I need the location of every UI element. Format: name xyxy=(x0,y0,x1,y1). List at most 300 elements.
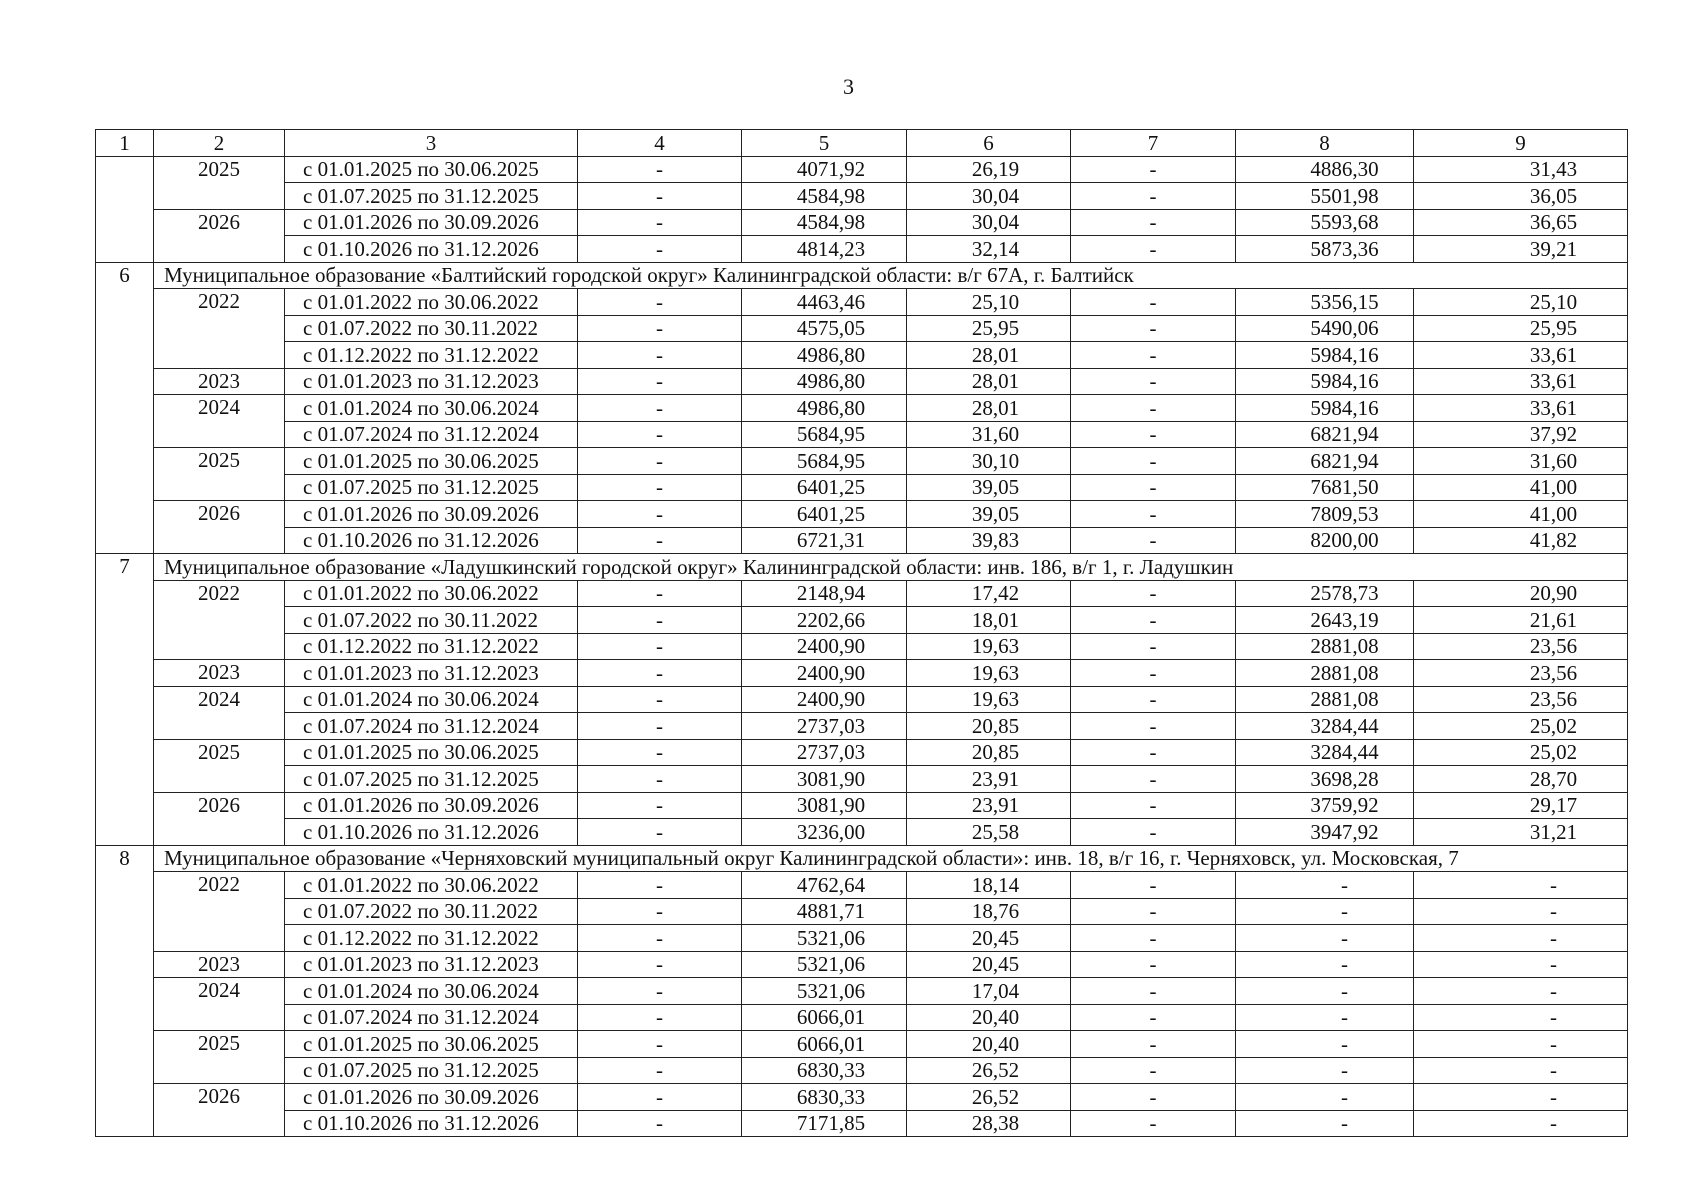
municipality-title: Муниципальное образование «Балтийский городской округ» Калининградской области: в/г 67А, г. Балтийск xyxy=(154,262,1628,289)
col7-cell: - xyxy=(1071,527,1236,554)
table-row xyxy=(96,660,1628,687)
period-cell: с 01.07.2024 по 31.12.2024 xyxy=(285,1004,578,1031)
col6-cell: 18,14 xyxy=(907,872,1071,899)
period-cell: с 01.10.2026 по 31.12.2026 xyxy=(285,819,578,846)
col9-cell: 31,21 xyxy=(1414,819,1628,846)
table-row xyxy=(96,925,1628,952)
col4-cell: - xyxy=(578,872,742,899)
col8-cell: 2578,73 xyxy=(1236,580,1414,607)
col9-cell: - xyxy=(1414,1110,1628,1137)
col8-cell: 2881,08 xyxy=(1236,660,1414,687)
col6-cell: 25,95 xyxy=(907,315,1071,342)
col4-cell: - xyxy=(578,819,742,846)
col9-cell: 39,21 xyxy=(1414,236,1628,263)
col5-cell: 3081,90 xyxy=(742,792,907,819)
col4-cell: - xyxy=(578,925,742,952)
col7-cell: - xyxy=(1071,342,1236,369)
col6-cell: 26,19 xyxy=(907,156,1071,183)
table-row xyxy=(96,898,1628,925)
col6-cell: 39,05 xyxy=(907,501,1071,528)
col7-cell: - xyxy=(1071,183,1236,210)
col6-cell: 25,58 xyxy=(907,819,1071,846)
col4-cell: - xyxy=(578,474,742,501)
col8-cell: 5501,98 xyxy=(1236,183,1414,210)
municipality-title: Муниципальное образование «Ладушкинский городской округ» Калининградской области: инв. 186, в/г 1, г. Ладушкин xyxy=(154,554,1628,581)
table-row xyxy=(96,368,1628,395)
col6-cell: 28,01 xyxy=(907,342,1071,369)
col9-cell: 33,61 xyxy=(1414,342,1628,369)
period-cell: с 01.10.2026 по 31.12.2026 xyxy=(285,1110,578,1137)
col6-cell: 20,45 xyxy=(907,925,1071,952)
period-cell: с 01.07.2025 по 31.12.2025 xyxy=(285,1057,578,1084)
col9-cell: 23,56 xyxy=(1414,633,1628,660)
section-number xyxy=(96,156,154,262)
year-cell: 2022 xyxy=(154,289,285,369)
col6-cell: 20,45 xyxy=(907,951,1071,978)
col8-cell: 2881,08 xyxy=(1236,633,1414,660)
table-row xyxy=(96,686,1628,713)
col5-cell: 4881,71 xyxy=(742,898,907,925)
year-cell: 2024 xyxy=(154,686,285,739)
col9-cell: 41,00 xyxy=(1414,474,1628,501)
col8-cell: - xyxy=(1236,1004,1414,1031)
table-row xyxy=(96,1057,1628,1084)
table-row xyxy=(96,713,1628,740)
col6-cell: 39,05 xyxy=(907,474,1071,501)
col9-cell: 25,02 xyxy=(1414,739,1628,766)
col7-cell: - xyxy=(1071,156,1236,183)
col6-cell: 26,52 xyxy=(907,1057,1071,1084)
period-cell: с 01.01.2025 по 30.06.2025 xyxy=(285,156,578,183)
col9-cell: - xyxy=(1414,872,1628,899)
period-cell: с 01.07.2024 по 31.12.2024 xyxy=(285,713,578,740)
col8-cell: 6821,94 xyxy=(1236,421,1414,448)
year-cell: 2026 xyxy=(154,1084,285,1137)
period-cell: с 01.07.2022 по 30.11.2022 xyxy=(285,898,578,925)
table-row xyxy=(96,978,1628,1005)
col6-cell: 20,85 xyxy=(907,739,1071,766)
col6-cell: 23,91 xyxy=(907,766,1071,793)
year-cell: 2026 xyxy=(154,792,285,845)
col7-cell: - xyxy=(1071,1004,1236,1031)
col7-cell: - xyxy=(1071,766,1236,793)
col4-cell: - xyxy=(578,660,742,687)
col6-cell: 19,63 xyxy=(907,633,1071,660)
col8-cell: 2881,08 xyxy=(1236,686,1414,713)
col5-cell: 2148,94 xyxy=(742,580,907,607)
col8-cell: 5356,15 xyxy=(1236,289,1414,316)
col8-cell: - xyxy=(1236,925,1414,952)
period-cell: с 01.07.2025 по 31.12.2025 xyxy=(285,766,578,793)
header-cell: 8 xyxy=(1236,130,1414,157)
col4-cell: - xyxy=(578,368,742,395)
page-number: 3 xyxy=(843,74,854,99)
col6-cell: 17,42 xyxy=(907,580,1071,607)
table-row xyxy=(96,289,1628,316)
col9-cell: - xyxy=(1414,1004,1628,1031)
header-cell: 3 xyxy=(285,130,578,157)
col9-cell: 29,17 xyxy=(1414,792,1628,819)
col9-cell: 28,70 xyxy=(1414,766,1628,793)
period-cell: с 01.07.2025 по 31.12.2025 xyxy=(285,183,578,210)
col4-cell: - xyxy=(578,1084,742,1111)
col9-cell: 33,61 xyxy=(1414,395,1628,422)
table-row xyxy=(96,739,1628,766)
col5-cell: 5321,06 xyxy=(742,951,907,978)
period-cell: с 01.01.2025 по 30.06.2025 xyxy=(285,448,578,475)
table-row xyxy=(96,448,1628,475)
table-body xyxy=(96,130,1628,1137)
col4-cell: - xyxy=(578,713,742,740)
table-row xyxy=(96,183,1628,210)
year-cell: 2025 xyxy=(154,1031,285,1084)
period-cell: с 01.01.2026 по 30.09.2026 xyxy=(285,792,578,819)
col5-cell: 4463,46 xyxy=(742,289,907,316)
col7-cell: - xyxy=(1071,1084,1236,1111)
table-row xyxy=(96,395,1628,422)
period-cell: с 01.07.2025 по 31.12.2025 xyxy=(285,474,578,501)
col8-cell: 7809,53 xyxy=(1236,501,1414,528)
period-cell: с 01.01.2023 по 31.12.2023 xyxy=(285,660,578,687)
col6-cell: 23,91 xyxy=(907,792,1071,819)
period-cell: с 01.01.2022 по 30.06.2022 xyxy=(285,872,578,899)
period-cell: с 01.01.2026 по 30.09.2026 xyxy=(285,1084,578,1111)
table-row xyxy=(96,342,1628,369)
table-row xyxy=(96,1004,1628,1031)
col6-cell: 28,38 xyxy=(907,1110,1071,1137)
municipality-title: Муниципальное образование «Черняховский муниципальный округ Калининградской области»: инв. 18, в/г 16, г. Черняховск, ул. Московская, 7 xyxy=(154,845,1628,872)
col8-cell: - xyxy=(1236,872,1414,899)
period-cell: с 01.07.2022 по 30.11.2022 xyxy=(285,607,578,634)
col9-cell: 31,43 xyxy=(1414,156,1628,183)
col6-cell: 20,40 xyxy=(907,1004,1071,1031)
period-cell: с 01.10.2026 по 31.12.2026 xyxy=(285,236,578,263)
col4-cell: - xyxy=(578,421,742,448)
col7-cell: - xyxy=(1071,978,1236,1005)
table-row xyxy=(96,156,1628,183)
table-row xyxy=(96,766,1628,793)
col5-cell: 5684,95 xyxy=(742,448,907,475)
header-cell: 2 xyxy=(154,130,285,157)
year-cell: 2026 xyxy=(154,209,285,262)
col4-cell: - xyxy=(578,395,742,422)
table-row xyxy=(96,951,1628,978)
col9-cell: - xyxy=(1414,1084,1628,1111)
col4-cell: - xyxy=(578,978,742,1005)
header-row xyxy=(96,130,1628,157)
col8-cell: 2643,19 xyxy=(1236,607,1414,634)
year-cell: 2024 xyxy=(154,978,285,1031)
municipality-row xyxy=(96,262,1628,289)
col7-cell: - xyxy=(1071,686,1236,713)
col4-cell: - xyxy=(578,236,742,263)
col7-cell: - xyxy=(1071,872,1236,899)
col8-cell: 3698,28 xyxy=(1236,766,1414,793)
period-cell: с 01.01.2022 по 30.06.2022 xyxy=(285,289,578,316)
col7-cell: - xyxy=(1071,421,1236,448)
col7-cell: - xyxy=(1071,713,1236,740)
header-cell: 7 xyxy=(1071,130,1236,157)
period-cell: с 01.01.2022 по 30.06.2022 xyxy=(285,580,578,607)
col5-cell: 6401,25 xyxy=(742,501,907,528)
col5-cell: 6830,33 xyxy=(742,1057,907,1084)
col4-cell: - xyxy=(578,289,742,316)
col5-cell: 4986,80 xyxy=(742,368,907,395)
period-cell: с 01.01.2025 по 30.06.2025 xyxy=(285,739,578,766)
col4-cell: - xyxy=(578,1057,742,1084)
col5-cell: 4584,98 xyxy=(742,209,907,236)
col5-cell: 4762,64 xyxy=(742,872,907,899)
col6-cell: 30,10 xyxy=(907,448,1071,475)
year-cell: 2023 xyxy=(154,368,285,395)
col7-cell: - xyxy=(1071,501,1236,528)
col5-cell: 2400,90 xyxy=(742,660,907,687)
col8-cell: - xyxy=(1236,951,1414,978)
municipality-row xyxy=(96,554,1628,581)
table-row xyxy=(96,872,1628,899)
col9-cell: - xyxy=(1414,951,1628,978)
header-cell: 6 xyxy=(907,130,1071,157)
period-cell: с 01.01.2024 по 30.06.2024 xyxy=(285,395,578,422)
period-cell: с 01.12.2022 по 31.12.2022 xyxy=(285,633,578,660)
col4-cell: - xyxy=(578,501,742,528)
col9-cell: - xyxy=(1414,978,1628,1005)
col6-cell: 39,83 xyxy=(907,527,1071,554)
col7-cell: - xyxy=(1071,1110,1236,1137)
col9-cell: 36,05 xyxy=(1414,183,1628,210)
col8-cell: 3284,44 xyxy=(1236,739,1414,766)
col5-cell: 4584,98 xyxy=(742,183,907,210)
period-cell: с 01.01.2025 по 30.06.2025 xyxy=(285,1031,578,1058)
col7-cell: - xyxy=(1071,739,1236,766)
col8-cell: 5984,16 xyxy=(1236,342,1414,369)
table-row xyxy=(96,580,1628,607)
table-row xyxy=(96,421,1628,448)
col6-cell: 20,40 xyxy=(907,1031,1071,1058)
period-cell: с 01.01.2023 по 31.12.2023 xyxy=(285,368,578,395)
col4-cell: - xyxy=(578,686,742,713)
col8-cell: 5984,16 xyxy=(1236,368,1414,395)
col7-cell: - xyxy=(1071,474,1236,501)
col5-cell: 5684,95 xyxy=(742,421,907,448)
table-row xyxy=(96,819,1628,846)
col7-cell: - xyxy=(1071,898,1236,925)
col5-cell: 6830,33 xyxy=(742,1084,907,1111)
col4-cell: - xyxy=(578,1031,742,1058)
col7-cell: - xyxy=(1071,951,1236,978)
col8-cell: - xyxy=(1236,1057,1414,1084)
table-row xyxy=(96,236,1628,263)
col6-cell: 18,01 xyxy=(907,607,1071,634)
col5-cell: 5321,06 xyxy=(742,925,907,952)
col7-cell: - xyxy=(1071,607,1236,634)
col8-cell: - xyxy=(1236,1084,1414,1111)
municipality-row xyxy=(96,845,1628,872)
col9-cell: 23,56 xyxy=(1414,660,1628,687)
col7-cell: - xyxy=(1071,819,1236,846)
year-cell: 2025 xyxy=(154,448,285,501)
year-cell: 2022 xyxy=(154,580,285,660)
year-cell: 2022 xyxy=(154,872,285,952)
col5-cell: 6401,25 xyxy=(742,474,907,501)
col8-cell: 5984,16 xyxy=(1236,395,1414,422)
col9-cell: 36,65 xyxy=(1414,209,1628,236)
col5-cell: 3236,00 xyxy=(742,819,907,846)
col6-cell: 19,63 xyxy=(907,686,1071,713)
col6-cell: 26,52 xyxy=(907,1084,1071,1111)
year-cell: 2025 xyxy=(154,739,285,792)
table-row xyxy=(96,209,1628,236)
col7-cell: - xyxy=(1071,209,1236,236)
col8-cell: - xyxy=(1236,1031,1414,1058)
section-number: 8 xyxy=(96,845,154,1137)
header-cell: 4 xyxy=(578,130,742,157)
col5-cell: 2202,66 xyxy=(742,607,907,634)
col7-cell: - xyxy=(1071,580,1236,607)
col5-cell: 2400,90 xyxy=(742,686,907,713)
col5-cell: 4575,05 xyxy=(742,315,907,342)
col8-cell: 3947,92 xyxy=(1236,819,1414,846)
period-cell: с 01.01.2026 по 30.09.2026 xyxy=(285,209,578,236)
col8-cell: - xyxy=(1236,898,1414,925)
col7-cell: - xyxy=(1071,633,1236,660)
col9-cell: - xyxy=(1414,925,1628,952)
col4-cell: - xyxy=(578,607,742,634)
col8-cell: 7681,50 xyxy=(1236,474,1414,501)
col5-cell: 2400,90 xyxy=(742,633,907,660)
table-row xyxy=(96,474,1628,501)
col4-cell: - xyxy=(578,792,742,819)
col4-cell: - xyxy=(578,739,742,766)
col9-cell: 25,02 xyxy=(1414,713,1628,740)
year-cell: 2025 xyxy=(154,156,285,209)
col7-cell: - xyxy=(1071,236,1236,263)
col7-cell: - xyxy=(1071,315,1236,342)
col8-cell: 6821,94 xyxy=(1236,448,1414,475)
header-cell: 5 xyxy=(742,130,907,157)
col9-cell: 37,92 xyxy=(1414,421,1628,448)
col5-cell: 4814,23 xyxy=(742,236,907,263)
col7-cell: - xyxy=(1071,660,1236,687)
period-cell: с 01.01.2023 по 31.12.2023 xyxy=(285,951,578,978)
col4-cell: - xyxy=(578,1004,742,1031)
col4-cell: - xyxy=(578,342,742,369)
table-row xyxy=(96,1110,1628,1137)
col4-cell: - xyxy=(578,448,742,475)
col4-cell: - xyxy=(578,633,742,660)
table-row xyxy=(96,1084,1628,1111)
col4-cell: - xyxy=(578,1110,742,1137)
col7-cell: - xyxy=(1071,289,1236,316)
col7-cell: - xyxy=(1071,368,1236,395)
col8-cell: 5593,68 xyxy=(1236,209,1414,236)
col6-cell: 28,01 xyxy=(907,395,1071,422)
tariff-table xyxy=(95,129,1628,1137)
col8-cell: 5873,36 xyxy=(1236,236,1414,263)
col6-cell: 28,01 xyxy=(907,368,1071,395)
col4-cell: - xyxy=(578,315,742,342)
period-cell: с 01.01.2024 по 30.06.2024 xyxy=(285,686,578,713)
col7-cell: - xyxy=(1071,925,1236,952)
col4-cell: - xyxy=(578,766,742,793)
period-cell: с 01.07.2024 по 31.12.2024 xyxy=(285,421,578,448)
table-row xyxy=(96,633,1628,660)
col9-cell: 25,10 xyxy=(1414,289,1628,316)
col4-cell: - xyxy=(578,527,742,554)
col5-cell: 5321,06 xyxy=(742,978,907,1005)
col6-cell: 18,76 xyxy=(907,898,1071,925)
col9-cell: - xyxy=(1414,1057,1628,1084)
col6-cell: 32,14 xyxy=(907,236,1071,263)
col4-cell: - xyxy=(578,951,742,978)
table-row xyxy=(96,527,1628,554)
col4-cell: - xyxy=(578,898,742,925)
period-cell: с 01.07.2022 по 30.11.2022 xyxy=(285,315,578,342)
col5-cell: 2737,03 xyxy=(742,713,907,740)
col6-cell: 17,04 xyxy=(907,978,1071,1005)
col7-cell: - xyxy=(1071,1031,1236,1058)
col6-cell: 31,60 xyxy=(907,421,1071,448)
header-cell: 9 xyxy=(1414,130,1628,157)
section-number: 6 xyxy=(96,262,154,554)
col5-cell: 6721,31 xyxy=(742,527,907,554)
period-cell: с 01.01.2024 по 30.06.2024 xyxy=(285,978,578,1005)
col6-cell: 30,04 xyxy=(907,183,1071,210)
table-row xyxy=(96,1031,1628,1058)
col5-cell: 4986,80 xyxy=(742,395,907,422)
col5-cell: 2737,03 xyxy=(742,739,907,766)
col8-cell: - xyxy=(1236,978,1414,1005)
col8-cell: 3284,44 xyxy=(1236,713,1414,740)
year-cell: 2024 xyxy=(154,395,285,448)
col9-cell: - xyxy=(1414,898,1628,925)
col9-cell: 21,61 xyxy=(1414,607,1628,634)
col5-cell: 6066,01 xyxy=(742,1031,907,1058)
col9-cell: 25,95 xyxy=(1414,315,1628,342)
table-row xyxy=(96,315,1628,342)
col5-cell: 7171,85 xyxy=(742,1110,907,1137)
col4-cell: - xyxy=(578,156,742,183)
col6-cell: 25,10 xyxy=(907,289,1071,316)
period-cell: с 01.12.2022 по 31.12.2022 xyxy=(285,925,578,952)
year-cell: 2023 xyxy=(154,951,285,978)
col8-cell: - xyxy=(1236,1110,1414,1137)
col9-cell: 33,61 xyxy=(1414,368,1628,395)
col6-cell: 30,04 xyxy=(907,209,1071,236)
col9-cell: 31,60 xyxy=(1414,448,1628,475)
section-number: 7 xyxy=(96,554,154,846)
col8-cell: 3759,92 xyxy=(1236,792,1414,819)
period-cell: с 01.01.2026 по 30.09.2026 xyxy=(285,501,578,528)
col7-cell: - xyxy=(1071,448,1236,475)
col9-cell: - xyxy=(1414,1031,1628,1058)
table-row xyxy=(96,501,1628,528)
table-row xyxy=(96,607,1628,634)
col4-cell: - xyxy=(578,580,742,607)
col9-cell: 20,90 xyxy=(1414,580,1628,607)
col5-cell: 4986,80 xyxy=(742,342,907,369)
col7-cell: - xyxy=(1071,792,1236,819)
col5-cell: 4071,92 xyxy=(742,156,907,183)
period-cell: с 01.12.2022 по 31.12.2022 xyxy=(285,342,578,369)
period-cell: с 01.10.2026 по 31.12.2026 xyxy=(285,527,578,554)
col9-cell: 41,82 xyxy=(1414,527,1628,554)
year-cell: 2023 xyxy=(154,660,285,687)
header-cell: 1 xyxy=(96,130,154,157)
col5-cell: 6066,01 xyxy=(742,1004,907,1031)
col7-cell: - xyxy=(1071,395,1236,422)
col4-cell: - xyxy=(578,183,742,210)
